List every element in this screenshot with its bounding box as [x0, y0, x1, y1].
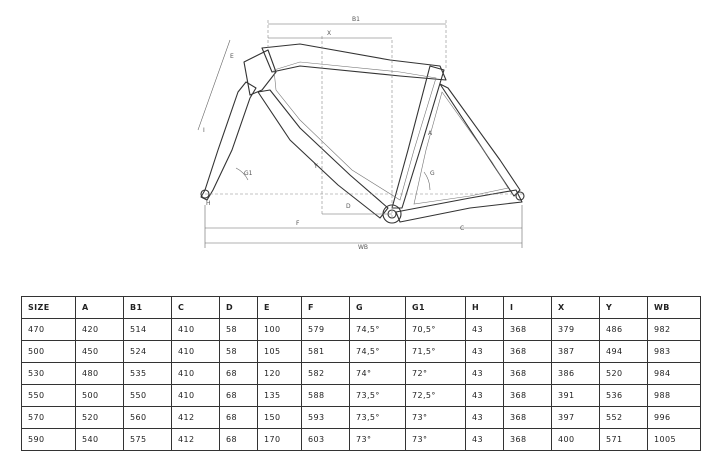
table-cell: 68 [220, 429, 258, 451]
table-cell: 514 [124, 319, 172, 341]
table-cell: 984 [648, 363, 701, 385]
head-tube [244, 50, 276, 95]
label-a: A [428, 130, 433, 137]
table-cell: 72,5° [406, 385, 466, 407]
table-cell: 996 [648, 407, 701, 429]
table-cell: 43 [466, 319, 504, 341]
header-wb: WB [648, 297, 701, 319]
table-cell: 43 [466, 341, 504, 363]
table-header-row [22, 297, 701, 319]
table-cell: 43 [466, 429, 504, 451]
table-cell: 391 [552, 385, 600, 407]
table-cell: 552 [600, 407, 648, 429]
table-cell: 74,5° [350, 341, 406, 363]
header-g: G [350, 297, 406, 319]
header-size: SIZE [22, 297, 76, 319]
table-cell: 397 [552, 407, 600, 429]
table-cell: 368 [504, 407, 552, 429]
header-c: C [172, 297, 220, 319]
table-cell: 590 [22, 429, 76, 451]
table-cell: 581 [302, 341, 350, 363]
table-row [22, 429, 701, 451]
table-cell: 368 [504, 363, 552, 385]
table-cell: 410 [172, 341, 220, 363]
table-cell: 43 [466, 385, 504, 407]
table-cell: 73,5° [350, 407, 406, 429]
table-cell: 575 [124, 429, 172, 451]
table-cell: 535 [124, 363, 172, 385]
table-cell: 412 [172, 407, 220, 429]
table-cell: 379 [552, 319, 600, 341]
table-cell: 368 [504, 319, 552, 341]
table-cell: 73° [406, 407, 466, 429]
table-cell: 571 [600, 429, 648, 451]
label-b1: B1 [352, 16, 360, 23]
table-cell: 368 [504, 429, 552, 451]
header-a: A [76, 297, 124, 319]
table-cell: 71,5° [406, 341, 466, 363]
table-cell: 470 [22, 319, 76, 341]
table-cell: 72° [406, 363, 466, 385]
table-cell: 387 [552, 341, 600, 363]
label-d: D [346, 203, 351, 210]
table-cell: 524 [124, 341, 172, 363]
chain-stay [396, 190, 522, 222]
table-cell: 105 [258, 341, 302, 363]
table-cell: 43 [466, 407, 504, 429]
label-g1: G1 [244, 170, 253, 177]
table-cell: 400 [552, 429, 600, 451]
table-cell: 150 [258, 407, 302, 429]
table-cell: 58 [220, 319, 258, 341]
table-cell: 520 [76, 407, 124, 429]
table-cell: 73,5° [350, 385, 406, 407]
table-cell: 593 [302, 407, 350, 429]
table-cell: 58 [220, 341, 258, 363]
table-cell: 73° [406, 429, 466, 451]
table-cell: 68 [220, 385, 258, 407]
label-x: X [327, 30, 332, 37]
table-cell: 368 [504, 385, 552, 407]
table-cell: 73° [350, 429, 406, 451]
table-row [22, 385, 701, 407]
header-b1: B1 [124, 297, 172, 319]
table-cell: 983 [648, 341, 701, 363]
table-cell: 588 [302, 385, 350, 407]
label-y: Y [314, 163, 318, 170]
label-g: G [430, 170, 435, 177]
table-cell: 420 [76, 319, 124, 341]
table-row [22, 407, 701, 429]
header-x: X [552, 297, 600, 319]
header-f: F [302, 297, 350, 319]
label-h: H [206, 200, 211, 207]
label-e: E [230, 53, 234, 60]
top-tube [262, 44, 446, 80]
table-cell: 450 [76, 341, 124, 363]
table-cell: 100 [258, 319, 302, 341]
table-cell: 135 [258, 385, 302, 407]
table-cell: 540 [76, 429, 124, 451]
table-cell: 982 [648, 319, 701, 341]
table-cell: 412 [172, 429, 220, 451]
table-cell: 570 [22, 407, 76, 429]
table-cell: 480 [76, 363, 124, 385]
table-cell: 603 [302, 429, 350, 451]
table-row [22, 341, 701, 363]
table-cell: 74° [350, 363, 406, 385]
fork [201, 82, 256, 200]
table-cell: 500 [76, 385, 124, 407]
table-cell: 494 [600, 341, 648, 363]
seat-stay [440, 84, 520, 196]
down-tube [258, 90, 388, 218]
header-g1: G1 [406, 297, 466, 319]
table-cell: 486 [600, 319, 648, 341]
table-cell: 368 [504, 341, 552, 363]
header-e: E [258, 297, 302, 319]
geometry-table [21, 296, 701, 451]
header-h: H [466, 297, 504, 319]
table-cell: 70,5° [406, 319, 466, 341]
table-cell: 550 [22, 385, 76, 407]
table-cell: 170 [258, 429, 302, 451]
table-cell: 560 [124, 407, 172, 429]
table-cell: 74,5° [350, 319, 406, 341]
table-cell: 1005 [648, 429, 701, 451]
header-y: Y [600, 297, 648, 319]
table-cell: 43 [466, 363, 504, 385]
label-f: F [296, 220, 300, 227]
table-cell: 520 [600, 363, 648, 385]
table-cell: 536 [600, 385, 648, 407]
table-cell: 410 [172, 385, 220, 407]
table-cell: 386 [552, 363, 600, 385]
table-cell: 410 [172, 319, 220, 341]
table-row [22, 319, 701, 341]
label-wb: WB [358, 244, 369, 251]
label-i: I [203, 127, 205, 134]
header-d: D [220, 297, 258, 319]
header-i: I [504, 297, 552, 319]
table-cell: 582 [302, 363, 350, 385]
table-cell: 410 [172, 363, 220, 385]
table-cell: 500 [22, 341, 76, 363]
label-c: C [460, 225, 465, 232]
table-cell: 988 [648, 385, 701, 407]
table-cell: 68 [220, 363, 258, 385]
table-cell: 530 [22, 363, 76, 385]
table-cell: 120 [258, 363, 302, 385]
table-cell: 550 [124, 385, 172, 407]
table-row [22, 363, 701, 385]
table-cell: 579 [302, 319, 350, 341]
table-cell: 68 [220, 407, 258, 429]
